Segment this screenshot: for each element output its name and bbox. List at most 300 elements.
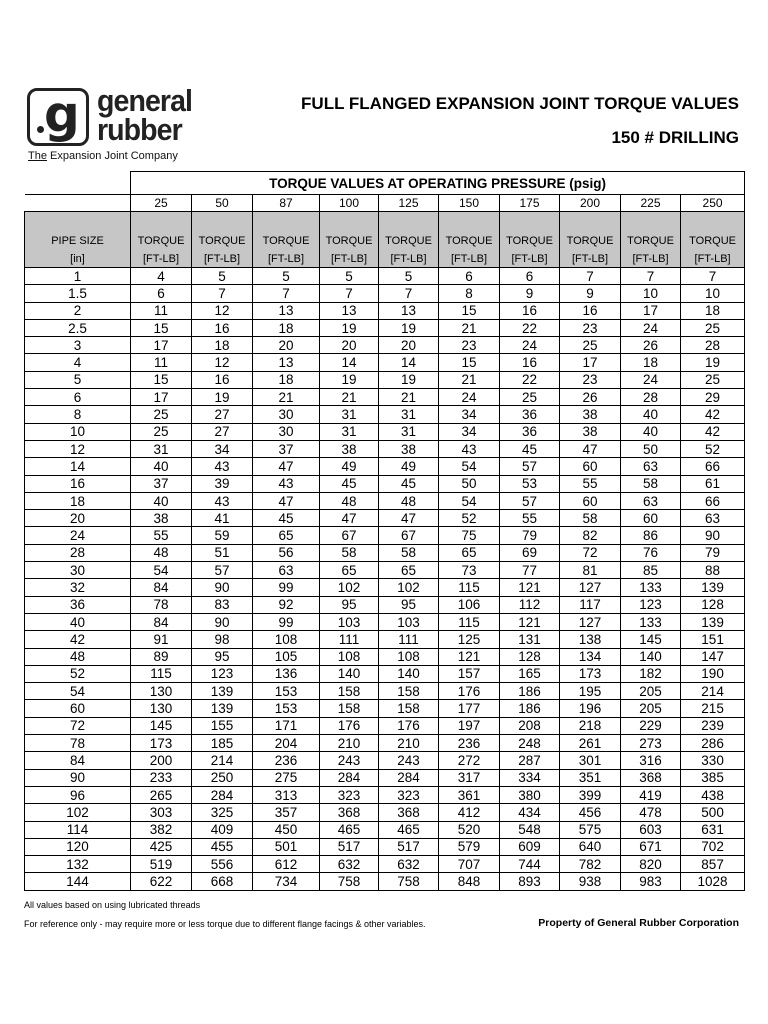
pipe-size-cell: 1 xyxy=(25,268,131,285)
torque-value-cell: 21 xyxy=(320,389,379,406)
pressure-header: 125 xyxy=(379,195,439,212)
torque-value-cell: 19 xyxy=(379,319,439,336)
torque-value-cell: 612 xyxy=(253,856,320,873)
torque-value-cell: 102 xyxy=(379,579,439,596)
torque-value-cell: 517 xyxy=(320,838,379,855)
torque-value-cell: 28 xyxy=(621,389,681,406)
torque-value-cell: 43 xyxy=(253,475,320,492)
torque-value-cell: 668 xyxy=(192,873,253,890)
pressure-header: 100 xyxy=(320,195,379,212)
torque-value-cell: 42 xyxy=(681,423,745,440)
torque-value-cell: 820 xyxy=(621,856,681,873)
torque-value-cell: 50 xyxy=(621,440,681,457)
torque-value-cell: 20 xyxy=(379,337,439,354)
torque-value-cell: 631 xyxy=(681,821,745,838)
unit-row xyxy=(25,251,745,268)
pipe-size-cell: 18 xyxy=(25,492,131,509)
pressure-header: 175 xyxy=(500,195,560,212)
torque-value-cell: 133 xyxy=(621,579,681,596)
torque-value-cell: 351 xyxy=(560,769,621,786)
torque-value-cell: 153 xyxy=(253,683,320,700)
pipe-size-cell: 72 xyxy=(25,717,131,734)
company-logo xyxy=(27,83,207,166)
torque-value-cell: 102 xyxy=(320,579,379,596)
torque-value-cell: 17 xyxy=(131,389,192,406)
table-row xyxy=(25,475,745,492)
torque-value-cell: 157 xyxy=(439,665,500,682)
table-row xyxy=(25,752,745,769)
pipe-size-cell: 10 xyxy=(25,423,131,440)
torque-value-cell: 190 xyxy=(681,665,745,682)
torque-value-cell: 409 xyxy=(192,821,253,838)
torque-value-cell: 20 xyxy=(253,337,320,354)
pipe-size-cell: 132 xyxy=(25,856,131,873)
torque-value-cell: 5 xyxy=(192,268,253,285)
pipe-size-cell: 84 xyxy=(25,752,131,769)
torque-value-cell: 77 xyxy=(500,562,560,579)
torque-value-cell: 7 xyxy=(253,285,320,302)
torque-value-cell: 19 xyxy=(379,371,439,388)
torque-value-cell: 893 xyxy=(500,873,560,890)
torque-value-cell: 9 xyxy=(500,285,560,302)
torque-value-cell: 250 xyxy=(192,769,253,786)
table-row xyxy=(25,371,745,388)
torque-value-cell: 69 xyxy=(500,544,560,561)
torque-value-cell: 61 xyxy=(681,475,745,492)
torque-value-cell: 31 xyxy=(320,423,379,440)
table-row xyxy=(25,856,745,873)
torque-value-cell: 14 xyxy=(379,354,439,371)
torque-value-cell: 58 xyxy=(379,544,439,561)
torque-value-cell: 130 xyxy=(131,683,192,700)
torque-value-cell: 106 xyxy=(439,596,500,613)
torque-value-cell: 36 xyxy=(500,423,560,440)
torque-value-cell: 66 xyxy=(681,492,745,509)
footnote-reference: For reference only - may require more or less torque due to different flange facings & other variables. xyxy=(24,919,426,929)
torque-value-cell: 58 xyxy=(621,475,681,492)
torque-value-cell: 140 xyxy=(621,648,681,665)
torque-value-cell: 56 xyxy=(253,544,320,561)
torque-value-cell: 13 xyxy=(320,302,379,319)
torque-value-cell: 20 xyxy=(320,337,379,354)
torque-value-cell: 17 xyxy=(131,337,192,354)
torque-value-cell: 382 xyxy=(131,821,192,838)
torque-value-cell: 938 xyxy=(560,873,621,890)
torque-value-cell: 158 xyxy=(320,700,379,717)
torque-header: TORQUE xyxy=(131,212,192,252)
torque-header: TORQUE xyxy=(379,212,439,252)
torque-value-cell: 177 xyxy=(439,700,500,717)
torque-value-cell: 27 xyxy=(192,406,253,423)
torque-value-cell: 171 xyxy=(253,717,320,734)
torque-header: TORQUE xyxy=(320,212,379,252)
torque-value-cell: 24 xyxy=(621,371,681,388)
torque-value-cell: 758 xyxy=(379,873,439,890)
column-header-row xyxy=(25,212,745,252)
torque-value-cell: 18 xyxy=(681,302,745,319)
pipe-size-cell: 6 xyxy=(25,389,131,406)
torque-value-cell: 49 xyxy=(379,458,439,475)
torque-unit: [FT-LB] xyxy=(621,251,681,268)
torque-value-cell: 176 xyxy=(439,683,500,700)
table-row xyxy=(25,665,745,682)
torque-value-cell: 67 xyxy=(320,527,379,544)
torque-value-cell: 63 xyxy=(681,510,745,527)
torque-value-cell: 14 xyxy=(320,354,379,371)
torque-value-cell: 158 xyxy=(320,683,379,700)
torque-value-cell: 52 xyxy=(681,440,745,457)
torque-value-cell: 357 xyxy=(253,804,320,821)
torque-value-cell: 18 xyxy=(253,319,320,336)
torque-value-cell: 158 xyxy=(379,700,439,717)
torque-value-cell: 23 xyxy=(560,319,621,336)
torque-value-cell: 92 xyxy=(253,596,320,613)
pressure-header: 250 xyxy=(681,195,745,212)
torque-value-cell: 40 xyxy=(621,423,681,440)
pipe-size-cell: 5 xyxy=(25,371,131,388)
torque-value-cell: 42 xyxy=(681,406,745,423)
table-row xyxy=(25,631,745,648)
torque-value-cell: 140 xyxy=(320,665,379,682)
torque-value-cell: 303 xyxy=(131,804,192,821)
torque-value-cell: 229 xyxy=(621,717,681,734)
torque-value-cell: 6 xyxy=(439,268,500,285)
torque-value-cell: 261 xyxy=(560,735,621,752)
torque-value-cell: 99 xyxy=(253,613,320,630)
torque-value-cell: 15 xyxy=(131,371,192,388)
pipe-size-cell: 40 xyxy=(25,613,131,630)
g-logo-icon: g xyxy=(27,88,89,146)
torque-value-cell: 301 xyxy=(560,752,621,769)
pipe-size-cell: 14 xyxy=(25,458,131,475)
logo-word-rubber: rubber xyxy=(97,112,182,147)
torque-value-cell: 16 xyxy=(500,354,560,371)
blank-cell xyxy=(25,172,131,195)
torque-value-cell: 6 xyxy=(500,268,560,285)
torque-value-cell: 284 xyxy=(379,769,439,786)
torque-value-cell: 186 xyxy=(500,683,560,700)
torque-value-cell: 13 xyxy=(379,302,439,319)
logo-tagline: The Expansion Joint Company xyxy=(28,150,178,162)
torque-value-cell: 47 xyxy=(320,510,379,527)
torque-value-cell: 57 xyxy=(500,458,560,475)
pipe-size-cell: 90 xyxy=(25,769,131,786)
torque-value-cell: 734 xyxy=(253,873,320,890)
header-group-row xyxy=(25,172,745,195)
torque-unit: [FT-LB] xyxy=(131,251,192,268)
pressure-header: 225 xyxy=(621,195,681,212)
torque-value-cell: 59 xyxy=(192,527,253,544)
torque-value-cell: 243 xyxy=(320,752,379,769)
torque-value-cell: 95 xyxy=(379,596,439,613)
torque-value-cell: 90 xyxy=(192,579,253,596)
torque-value-cell: 78 xyxy=(131,596,192,613)
torque-value-cell: 147 xyxy=(681,648,745,665)
pressure-header: 25 xyxy=(131,195,192,212)
torque-value-cell: 79 xyxy=(681,544,745,561)
torque-value-cell: 139 xyxy=(681,579,745,596)
torque-value-cell: 275 xyxy=(253,769,320,786)
torque-value-cell: 186 xyxy=(500,700,560,717)
torque-value-cell: 31 xyxy=(320,406,379,423)
torque-header: TORQUE xyxy=(621,212,681,252)
torque-value-cell: 153 xyxy=(253,700,320,717)
torque-unit: [FT-LB] xyxy=(253,251,320,268)
torque-value-cell: 465 xyxy=(379,821,439,838)
torque-value-cell: 19 xyxy=(320,319,379,336)
torque-value-cell: 7 xyxy=(621,268,681,285)
torque-value-cell: 28 xyxy=(681,337,745,354)
torque-value-cell: 39 xyxy=(192,475,253,492)
torque-value-cell: 517 xyxy=(379,838,439,855)
torque-value-cell: 23 xyxy=(560,371,621,388)
torque-value-cell: 455 xyxy=(192,838,253,855)
torque-value-cell: 16 xyxy=(192,319,253,336)
table-row xyxy=(25,648,745,665)
torque-value-cell: 13 xyxy=(253,302,320,319)
torque-value-cell: 136 xyxy=(253,665,320,682)
pipe-size-cell: 28 xyxy=(25,544,131,561)
torque-header: TORQUE xyxy=(439,212,500,252)
torque-value-cell: 218 xyxy=(560,717,621,734)
pressure-row xyxy=(25,195,745,212)
torque-value-cell: 323 xyxy=(379,786,439,803)
group-title: TORQUE VALUES AT OPERATING PRESSURE (psig) xyxy=(131,172,745,195)
torque-value-cell: 24 xyxy=(621,319,681,336)
torque-value-cell: 81 xyxy=(560,562,621,579)
torque-value-cell: 48 xyxy=(320,492,379,509)
torque-value-cell: 8 xyxy=(439,285,500,302)
torque-value-cell: 500 xyxy=(681,804,745,821)
torque-value-cell: 265 xyxy=(131,786,192,803)
table-row xyxy=(25,613,745,630)
torque-value-cell: 40 xyxy=(621,406,681,423)
table-row xyxy=(25,492,745,509)
torque-value-cell: 105 xyxy=(253,648,320,665)
torque-value-cell: 134 xyxy=(560,648,621,665)
pipe-size-header: PIPE SIZE xyxy=(25,212,131,252)
pressure-header: 200 xyxy=(560,195,621,212)
torque-unit: [FT-LB] xyxy=(379,251,439,268)
torque-value-cell: 284 xyxy=(192,786,253,803)
torque-value-cell: 317 xyxy=(439,769,500,786)
torque-value-cell: 640 xyxy=(560,838,621,855)
torque-value-cell: 17 xyxy=(560,354,621,371)
table-row xyxy=(25,285,745,302)
torque-value-cell: 151 xyxy=(681,631,745,648)
torque-value-cell: 123 xyxy=(192,665,253,682)
torque-value-cell: 51 xyxy=(192,544,253,561)
table-row xyxy=(25,527,745,544)
torque-value-cell: 24 xyxy=(500,337,560,354)
torque-value-cell: 519 xyxy=(131,856,192,873)
pipe-size-cell: 24 xyxy=(25,527,131,544)
torque-value-cell: 83 xyxy=(192,596,253,613)
torque-value-cell: 243 xyxy=(379,752,439,769)
footnote-lubricated: All values based on using lubricated threads xyxy=(24,900,201,910)
torque-value-cell: 58 xyxy=(320,544,379,561)
torque-value-cell: 782 xyxy=(560,856,621,873)
pipe-size-cell: 54 xyxy=(25,683,131,700)
torque-value-cell: 140 xyxy=(379,665,439,682)
table-row xyxy=(25,510,745,527)
torque-value-cell: 54 xyxy=(439,458,500,475)
torque-value-cell: 197 xyxy=(439,717,500,734)
torque-value-cell: 128 xyxy=(500,648,560,665)
torque-table xyxy=(24,171,745,891)
torque-value-cell: 632 xyxy=(379,856,439,873)
torque-value-cell: 205 xyxy=(621,683,681,700)
torque-value-cell: 24 xyxy=(439,389,500,406)
table-row xyxy=(25,700,745,717)
torque-value-cell: 115 xyxy=(439,579,500,596)
torque-value-cell: 5 xyxy=(379,268,439,285)
torque-value-cell: 139 xyxy=(681,613,745,630)
torque-value-cell: 609 xyxy=(500,838,560,855)
table-row xyxy=(25,423,745,440)
torque-value-cell: 622 xyxy=(131,873,192,890)
pipe-size-cell: 3 xyxy=(25,337,131,354)
torque-value-cell: 60 xyxy=(560,492,621,509)
torque-value-cell: 38 xyxy=(560,423,621,440)
torque-value-cell: 316 xyxy=(621,752,681,769)
torque-value-cell: 112 xyxy=(500,596,560,613)
torque-unit: [FT-LB] xyxy=(500,251,560,268)
torque-value-cell: 182 xyxy=(621,665,681,682)
torque-value-cell: 603 xyxy=(621,821,681,838)
torque-value-cell: 23 xyxy=(439,337,500,354)
torque-value-cell: 11 xyxy=(131,354,192,371)
pipe-size-cell: 42 xyxy=(25,631,131,648)
torque-value-cell: 15 xyxy=(131,319,192,336)
pipe-size-cell: 32 xyxy=(25,579,131,596)
torque-value-cell: 84 xyxy=(131,579,192,596)
torque-value-cell: 30 xyxy=(253,406,320,423)
pipe-size-cell: 96 xyxy=(25,786,131,803)
torque-value-cell: 130 xyxy=(131,700,192,717)
torque-value-cell: 18 xyxy=(192,337,253,354)
torque-value-cell: 368 xyxy=(621,769,681,786)
torque-value-cell: 196 xyxy=(560,700,621,717)
torque-value-cell: 65 xyxy=(439,544,500,561)
torque-value-cell: 54 xyxy=(439,492,500,509)
torque-value-cell: 214 xyxy=(681,683,745,700)
torque-value-cell: 25 xyxy=(560,337,621,354)
torque-value-cell: 108 xyxy=(253,631,320,648)
table-row xyxy=(25,268,745,285)
torque-value-cell: 75 xyxy=(439,527,500,544)
torque-value-cell: 16 xyxy=(560,302,621,319)
torque-value-cell: 47 xyxy=(379,510,439,527)
pipe-size-cell: 2.5 xyxy=(25,319,131,336)
torque-value-cell: 19 xyxy=(320,371,379,388)
torque-value-cell: 22 xyxy=(500,319,560,336)
torque-value-cell: 108 xyxy=(379,648,439,665)
torque-value-cell: 47 xyxy=(253,458,320,475)
torque-value-cell: 334 xyxy=(500,769,560,786)
pipe-size-cell: 30 xyxy=(25,562,131,579)
table-row xyxy=(25,544,745,561)
table-row xyxy=(25,354,745,371)
table-row xyxy=(25,873,745,890)
torque-value-cell: 983 xyxy=(621,873,681,890)
torque-value-cell: 575 xyxy=(560,821,621,838)
torque-value-cell: 632 xyxy=(320,856,379,873)
table-row xyxy=(25,596,745,613)
torque-value-cell: 204 xyxy=(253,735,320,752)
torque-value-cell: 173 xyxy=(560,665,621,682)
logo-word-general: general xyxy=(97,83,193,118)
blank-cell xyxy=(25,195,131,212)
torque-value-cell: 133 xyxy=(621,613,681,630)
torque-value-cell: 165 xyxy=(500,665,560,682)
torque-value-cell: 60 xyxy=(560,458,621,475)
torque-value-cell: 478 xyxy=(621,804,681,821)
torque-value-cell: 108 xyxy=(320,648,379,665)
torque-header: TORQUE xyxy=(500,212,560,252)
torque-value-cell: 325 xyxy=(192,804,253,821)
torque-value-cell: 82 xyxy=(560,527,621,544)
torque-value-cell: 38 xyxy=(379,440,439,457)
torque-value-cell: 158 xyxy=(379,683,439,700)
table-row xyxy=(25,804,745,821)
torque-value-cell: 48 xyxy=(379,492,439,509)
pressure-header: 150 xyxy=(439,195,500,212)
torque-value-cell: 29 xyxy=(681,389,745,406)
torque-value-cell: 272 xyxy=(439,752,500,769)
torque-value-cell: 25 xyxy=(131,406,192,423)
property-notice: Property of General Rubber Corporation xyxy=(538,917,739,929)
torque-value-cell: 30 xyxy=(253,423,320,440)
torque-value-cell: 1028 xyxy=(681,873,745,890)
torque-value-cell: 556 xyxy=(192,856,253,873)
torque-value-cell: 15 xyxy=(439,354,500,371)
torque-value-cell: 7 xyxy=(379,285,439,302)
torque-value-cell: 385 xyxy=(681,769,745,786)
torque-value-cell: 205 xyxy=(621,700,681,717)
torque-value-cell: 26 xyxy=(560,389,621,406)
torque-header: TORQUE xyxy=(253,212,320,252)
torque-value-cell: 47 xyxy=(253,492,320,509)
torque-value-cell: 707 xyxy=(439,856,500,873)
table-row xyxy=(25,717,745,734)
torque-value-cell: 26 xyxy=(621,337,681,354)
torque-value-cell: 155 xyxy=(192,717,253,734)
pressure-header: 50 xyxy=(192,195,253,212)
torque-value-cell: 127 xyxy=(560,613,621,630)
torque-value-cell: 323 xyxy=(320,786,379,803)
torque-value-cell: 5 xyxy=(253,268,320,285)
torque-value-cell: 21 xyxy=(439,371,500,388)
torque-value-cell: 85 xyxy=(621,562,681,579)
pipe-size-cell: 52 xyxy=(25,665,131,682)
torque-value-cell: 121 xyxy=(439,648,500,665)
torque-value-cell: 31 xyxy=(379,406,439,423)
torque-value-cell: 45 xyxy=(379,475,439,492)
torque-value-cell: 36 xyxy=(500,406,560,423)
torque-value-cell: 21 xyxy=(253,389,320,406)
torque-value-cell: 465 xyxy=(320,821,379,838)
torque-value-cell: 88 xyxy=(681,562,745,579)
pipe-size-cell: 48 xyxy=(25,648,131,665)
torque-value-cell: 368 xyxy=(379,804,439,821)
table-row xyxy=(25,440,745,457)
torque-value-cell: 286 xyxy=(681,735,745,752)
torque-value-cell: 7 xyxy=(560,268,621,285)
pipe-size-cell: 8 xyxy=(25,406,131,423)
torque-value-cell: 7 xyxy=(320,285,379,302)
torque-value-cell: 13 xyxy=(253,354,320,371)
